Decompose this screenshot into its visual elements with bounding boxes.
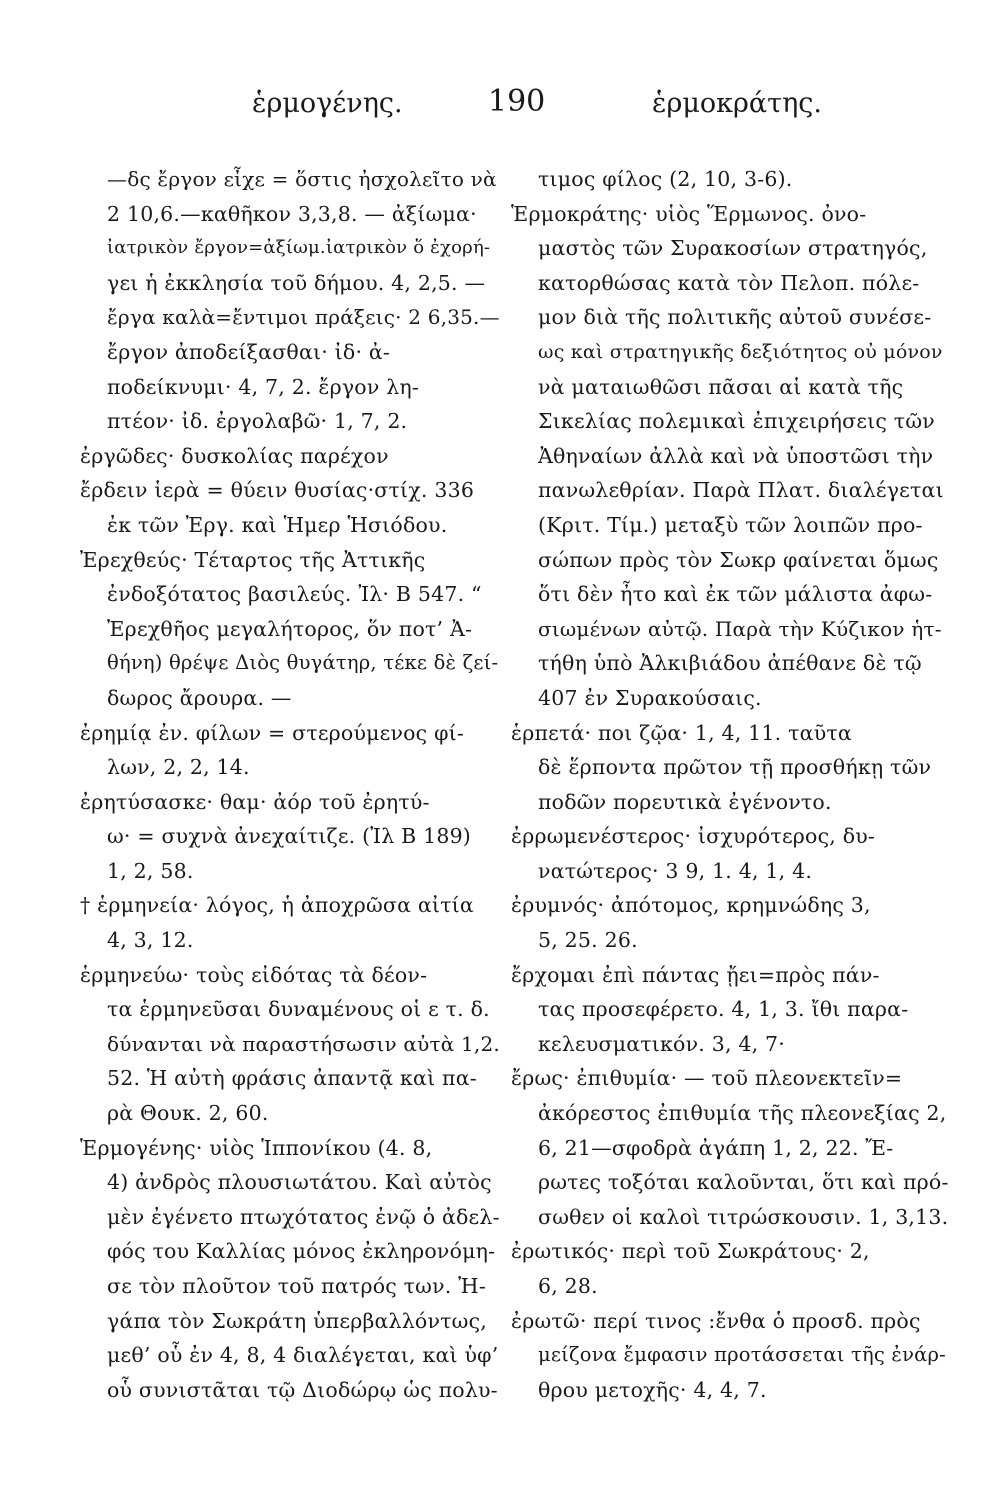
text-line: πτέον· ἰδ. ἐργολαβῶ· 1, 7, 2. xyxy=(107,409,408,434)
header-right-headword: ἑρμοκράτης. xyxy=(652,88,822,119)
text-line: δωρος ἄρουρα. — xyxy=(107,685,292,710)
text-line: τα ἑρμηνεῦσαι δυναμένους οἱ ε τ. δ. xyxy=(107,997,490,1022)
text-line: ἔργα καλὰ=ἔντιμοι πράξεις· 2 6,35.— xyxy=(107,305,500,330)
text-line: ἔρως· ἐπιθυμία· — τοῦ πλεονεκτεῖν= xyxy=(511,1066,903,1091)
text-line: 1, 2, 58. xyxy=(107,858,194,883)
left-column xyxy=(80,162,500,1407)
text-line: δὲ ἕρποντα πρῶτον τῇ προσθήκῃ τῶν xyxy=(538,755,932,780)
text-line: ρωτες τοξόται καλοῦνται, ὅτι καὶ πρό- xyxy=(538,1170,949,1195)
text-line: σε τὸν πλοῦτον τοῦ πατρός των. Ἠ- xyxy=(107,1274,486,1298)
text-line: 5, 25. 26. xyxy=(538,928,638,953)
text-line: ἐρητύσασκε· θαμ· ἀόρ τοῦ ἐρητύ- xyxy=(80,789,430,814)
text-line: Ἐρεχθῆος μεγαλήτορος, ὅν ποτ’ Ἀ- xyxy=(107,616,473,641)
text-line: ω· = συχνὰ ἀνεχαίτιζε. (Ἰλ Β 189) xyxy=(107,824,472,849)
text-line: μαστὸς τῶν Συρακοσίων στρατηγός, xyxy=(538,236,928,261)
right-column xyxy=(511,162,951,1407)
text-line: ἔρχομαι ἐπὶ πάντας ᾔει=πρὸς πάν- xyxy=(511,962,880,987)
text-line: νατώτερος· 3 9, 1. 4, 1, 4. xyxy=(538,858,813,883)
text-line: λων, 2, 2, 14. xyxy=(107,755,250,780)
text-line: ποδῶν πορευτικὰ ἐγένοντο. xyxy=(538,789,832,814)
text-line: ἑρπετά· ποι ζῷα· 1, 4, 11. ταῦτα xyxy=(511,720,852,745)
text-line: 6, 28. xyxy=(538,1274,598,1298)
text-line: ἐρρωμενέστερος· ἰσχυρότερος, δυ- xyxy=(511,824,876,849)
text-line: ἐρωτικός· περὶ τοῦ Σωκράτους· 2, xyxy=(511,1239,870,1264)
page-number: 190 xyxy=(488,84,546,119)
text-line: μὲν ἐγένετο πτωχότατος ἐνῷ ὁ ἀδελ- xyxy=(107,1204,500,1229)
text-line: σωθεν οἱ καλοὶ τιτρώσκουσιν. 1, 3,13. xyxy=(538,1204,949,1229)
text-line: ἐνδοξότατος βασιλεύς. Ἰλ· Β 547. “ xyxy=(107,582,482,607)
text-line: ἐκ τῶν Ἐργ. καὶ Ἡμερ Ἡσιόδου. xyxy=(107,512,448,537)
text-line: ἔρδειν ἱερὰ = θύειν θυσίας·στίχ. 336 xyxy=(80,478,475,503)
text-line: οὗ συνιστᾶται τῷ Διοδώρῳ ὡς πολυ- xyxy=(107,1377,498,1402)
text-line: ως καὶ στρατηγικῆς δεξιότητος οὐ μόνον xyxy=(538,340,943,363)
text-line: ἐρημίᾳ ἐν. φίλων = στερούμενος φί- xyxy=(80,720,464,745)
text-line: ἰατρικὸν ἔργον=ἀξίωμ.ἰατρικὸν ὅ ἐχορή- xyxy=(107,237,491,259)
text-line: μείζονα ἔμφασιν προτάσσεται τῆς ἐνάρ- xyxy=(538,1343,946,1367)
text-line: ὅτι δὲν ἦτο καὶ ἐκ τῶν μάλιστα ἀφω- xyxy=(538,582,933,607)
text-line: 6, 21—σφοδρὰ ἀγάπη 1, 2, 22. Ἔ- xyxy=(538,1135,894,1160)
text-line: 4) ἀνδρὸς πλουσιωτάτου. Καὶ αὐτὸς xyxy=(107,1170,492,1195)
text-line: γει ἡ ἐκκλησία τοῦ δήμου. 4, 2,5. — xyxy=(107,270,486,295)
text-line: θήνη) θρέψε Διὸς θυγάτηρ, τέκε δὲ ζεί- xyxy=(107,651,499,675)
text-line: Ἀθηναίων ἀλλὰ καὶ νὰ ὑποστῶσι τὴν xyxy=(538,443,934,468)
text-line: σώπων πρὸς τὸν Σωκρ φαίνεται ὅμως xyxy=(538,547,939,572)
text-line: 4, 3, 12. xyxy=(107,928,194,953)
text-line: (Κριτ. Τίμ.) μεταξὺ τῶν λοιπῶν προ- xyxy=(538,512,923,537)
text-line: Ἐρεχθεύς· Τέταρτος τῆς Ἀττικῆς xyxy=(80,547,426,572)
header-left-headword: ἑρμογένης. xyxy=(252,88,403,119)
text-line: ἀκόρεστος ἐπιθυμία τῆς πλεονεξίας 2, xyxy=(538,1101,947,1126)
text-line: νὰ ματαιωθῶσι πᾶσαι αἱ κατὰ τῆς xyxy=(538,374,904,399)
text-line: κελευσματικόν. 3, 4, 7· xyxy=(538,1031,786,1056)
text-line: Σικελίας πολεμικαὶ ἐπιχειρήσεις τῶν xyxy=(538,409,935,434)
text-line: γάπα τὸν Σωκράτη ὑπερβαλλόντως, xyxy=(107,1308,487,1333)
text-line: † ἑρμηνεία· λόγος, ἡ ἀποχρῶσα αἰτία xyxy=(80,893,474,918)
text-line: 2 10,6.—καθῆκον 3,3,8. — ἀξίωμα· xyxy=(107,201,477,226)
text-line: ποδείκνυμι· 4, 7, 2. ἔργον λη- xyxy=(107,374,419,399)
text-line: Ἑρμοκράτης· υἱὸς Ἕρμωνος. ὀνο- xyxy=(511,201,867,226)
text-line: —δς ἔργον εἶχε = ὅστις ἠσχολεῖτο νὰ xyxy=(107,167,497,191)
text-line: τας προσεφέρετο. 4, 1, 3. ἴθι παρα- xyxy=(538,997,909,1022)
text-line: Ἑρμογένης· υἱὸς Ἱππονίκου (4. 8, xyxy=(80,1135,433,1160)
page-header xyxy=(0,84,997,128)
text-line: πανωλεθρίαν. Παρὰ Πλατ. διαλέγεται xyxy=(538,478,944,503)
text-line: θρου μετοχῆς· 4, 4, 7. xyxy=(538,1377,767,1402)
text-line: ἔργον ἀποδείξασθαι· ἰδ· ἀ- xyxy=(107,339,391,364)
text-line: δύνανται νὰ παραστήσωσιν αὐτὰ 1,2. xyxy=(107,1031,500,1056)
text-line: σιωμένων αὐτῷ. Παρὰ τὴν Κύζικον ἡτ- xyxy=(538,616,942,641)
text-line: ἐρωτῶ· περί τινος :ἔνθα ὁ προσδ. πρὸς xyxy=(511,1308,921,1333)
text-line: τιμος φίλος (2, 10, 3-6). xyxy=(538,167,793,191)
text-line: κατορθώσας κατὰ τὸν Πελοπ. πόλε- xyxy=(538,270,920,295)
text-line: τήθη ὑπὸ Ἀλκιβιάδου ἀπέθανε δὲ τῷ xyxy=(538,651,922,676)
text-line: μον διὰ τῆς πολιτικῆς αὐτοῦ συνέσε- xyxy=(538,305,932,330)
text-line: μεθ’ οὗ ἐν 4, 8, 4 διαλέγεται, καὶ ὑφ’ xyxy=(107,1343,499,1368)
text-line: ρὰ Θουκ. 2, 60. xyxy=(107,1101,269,1126)
text-line: ἐργῶδες· δυσκολίας παρέχον xyxy=(80,443,389,468)
text-line: ἐρυμνός· ἀπότομος, κρημνώδης 3, xyxy=(511,893,871,918)
text-line: φός του Καλλίας μόνος ἐκληρονόμη- xyxy=(107,1239,496,1264)
text-line: 407 ἐν Συρακούσαις. xyxy=(538,685,762,710)
text-line: ἑρμηνεύω· τοὺς εἰδότας τὰ δέον- xyxy=(80,962,428,987)
text-line: 52. Ἡ αὐτὴ φράσις ἀπαντᾷ καὶ πα- xyxy=(107,1066,477,1091)
